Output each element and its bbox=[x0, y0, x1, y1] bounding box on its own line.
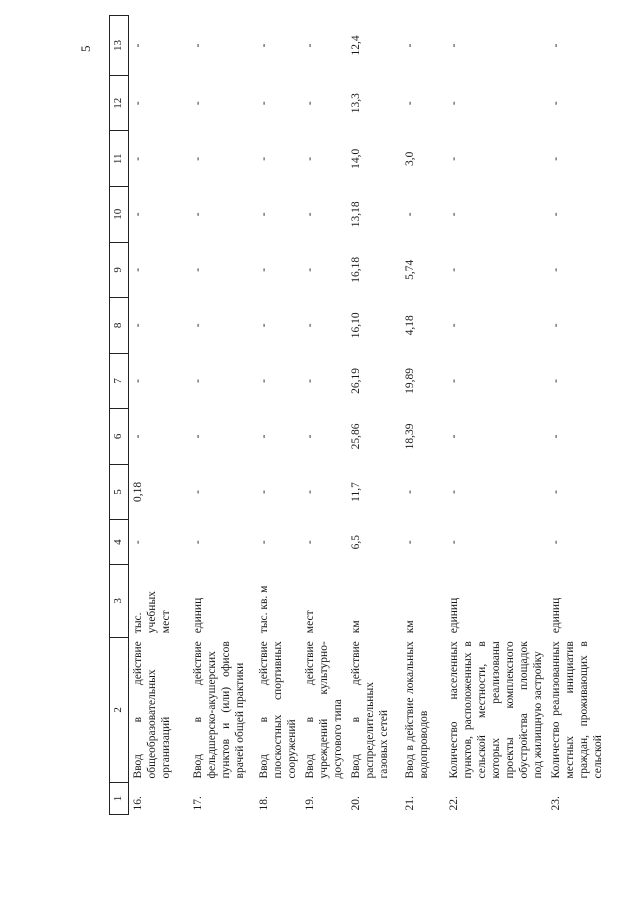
column-header-3: 3 bbox=[110, 565, 129, 638]
unit-of-measure: км bbox=[349, 620, 362, 634]
column-header-1: 1 bbox=[110, 782, 129, 814]
value-cell: - bbox=[191, 156, 204, 161]
value-cell: - bbox=[549, 43, 562, 48]
table-row bbox=[347, 16, 401, 815]
column-header-7: 7 bbox=[110, 353, 129, 409]
table-row bbox=[189, 16, 255, 815]
column-header-4: 4 bbox=[110, 520, 129, 565]
value-cell: - bbox=[447, 540, 460, 545]
value-cell: - bbox=[257, 43, 270, 48]
value-cell: 18,39 bbox=[403, 423, 416, 450]
value-cell: - bbox=[132, 43, 144, 48]
value-cell: 5,74 bbox=[403, 259, 416, 280]
indicator-name: Ввод в действие учреждений культурно-досугового типа bbox=[303, 641, 344, 779]
value-cell: - bbox=[257, 156, 270, 161]
value-cell: - bbox=[447, 378, 460, 383]
value-cell: - bbox=[303, 267, 316, 272]
value-cell: - bbox=[191, 212, 204, 217]
value-cell: - bbox=[132, 323, 144, 328]
value-cell: - bbox=[132, 434, 144, 439]
value-cell: - bbox=[303, 434, 316, 439]
indicator-name: Количество населенных пунктов, расположенных в сельской местности, в которых реализованы проекты комплексного обустройства площадок под жилищную застройку bbox=[447, 641, 544, 779]
column-header-6: 6 bbox=[110, 409, 129, 465]
value-cell: - bbox=[191, 434, 204, 439]
value-cell: - bbox=[191, 43, 204, 48]
value-cell: 14,0 bbox=[349, 148, 362, 169]
value-cell: - bbox=[132, 267, 144, 272]
column-header-2: 2 bbox=[110, 637, 129, 782]
value-cell: - bbox=[303, 378, 316, 383]
value-cell: - bbox=[403, 43, 416, 48]
table-row bbox=[129, 16, 189, 815]
value-cell: - bbox=[447, 212, 460, 217]
value-cell: 11,7 bbox=[349, 482, 362, 502]
indicator-name: Ввод в действие локальных водопроводов bbox=[403, 641, 430, 779]
value-cell: - bbox=[549, 434, 562, 439]
value-cell: - bbox=[257, 267, 270, 272]
value-cell: - bbox=[303, 490, 316, 494]
value-cell: - bbox=[303, 156, 316, 161]
value-cell: - bbox=[549, 540, 562, 545]
row-number: 18. bbox=[257, 796, 270, 811]
value-cell: 13,3 bbox=[349, 93, 362, 114]
value-cell: 16,10 bbox=[349, 312, 362, 339]
value-cell: - bbox=[191, 378, 204, 383]
table-body bbox=[129, 16, 607, 815]
row-number: 23. bbox=[549, 796, 562, 811]
value-cell: - bbox=[303, 212, 316, 217]
value-cell: 3,0 bbox=[403, 151, 416, 166]
value-cell: - bbox=[257, 434, 270, 439]
column-header-5: 5 bbox=[110, 464, 129, 520]
value-cell: - bbox=[132, 378, 144, 383]
table-row bbox=[301, 16, 347, 815]
value-cell: - bbox=[191, 490, 204, 494]
rotated-table-container bbox=[109, 15, 639, 815]
value-cell: - bbox=[257, 101, 270, 106]
value-cell: 16,18 bbox=[349, 256, 362, 283]
column-header-12: 12 bbox=[110, 75, 129, 131]
value-cell: - bbox=[447, 156, 460, 161]
value-cell: - bbox=[549, 490, 562, 494]
row-number: 16. bbox=[132, 796, 144, 811]
column-header-9: 9 bbox=[110, 242, 129, 298]
value-cell: - bbox=[132, 156, 144, 161]
page-number: 5 bbox=[78, 45, 93, 52]
value-cell: - bbox=[447, 434, 460, 439]
value-cell: - bbox=[447, 101, 460, 106]
value-cell: - bbox=[549, 323, 562, 328]
value-cell: - bbox=[303, 540, 316, 545]
value-cell: - bbox=[303, 101, 316, 106]
indicator-name: Ввод в действие плоскостных спортивных сооружений bbox=[257, 641, 298, 779]
value-cell: 0,18 bbox=[132, 481, 144, 503]
value-cell: - bbox=[191, 101, 204, 106]
value-cell: - bbox=[132, 212, 144, 217]
value-cell: 6,5 bbox=[349, 534, 362, 550]
column-header-13: 13 bbox=[110, 16, 129, 76]
value-cell: 13,18 bbox=[349, 201, 362, 228]
indicator-name: Ввод в действие фельдшерско-акушерских пунктов и (или) офисов врачей общей практики bbox=[191, 641, 246, 779]
value-cell: - bbox=[257, 490, 270, 494]
table-row bbox=[401, 16, 445, 815]
value-cell: 19,89 bbox=[403, 367, 416, 394]
value-cell: - bbox=[549, 101, 562, 106]
value-cell: - bbox=[549, 378, 562, 383]
value-cell: - bbox=[447, 267, 460, 272]
value-cell: - bbox=[257, 540, 270, 545]
value-cell: 4,18 bbox=[403, 315, 416, 336]
indicator-name: Ввод в действие распределительных газовых сетей bbox=[349, 641, 390, 779]
value-cell: 25,86 bbox=[349, 423, 362, 450]
value-cell: - bbox=[303, 43, 316, 48]
unit-of-measure: тыс. учебных мест bbox=[132, 591, 173, 634]
value-cell: - bbox=[191, 323, 204, 328]
value-cell: - bbox=[447, 490, 460, 494]
value-cell: - bbox=[403, 212, 416, 217]
indicator-name: Ввод в действие общеобразовательных организаций bbox=[132, 641, 173, 779]
indicator-name: Количество реализованных местных инициатив граждан, проживающих в сельской bbox=[549, 641, 604, 779]
unit-of-measure: мест bbox=[303, 610, 316, 634]
row-number: 17. bbox=[191, 796, 204, 811]
value-cell: - bbox=[549, 156, 562, 161]
value-cell: - bbox=[191, 267, 204, 272]
value-cell: - bbox=[191, 540, 204, 545]
value-cell: - bbox=[447, 43, 460, 48]
value-cell: 12,4 bbox=[349, 35, 362, 56]
value-cell: - bbox=[403, 490, 416, 494]
value-cell: - bbox=[132, 101, 144, 106]
unit-of-measure: км bbox=[403, 620, 416, 634]
row-number: 22. bbox=[447, 796, 460, 811]
row-number: 21. bbox=[403, 796, 416, 811]
value-cell: - bbox=[549, 212, 562, 217]
table-row bbox=[547, 16, 607, 815]
column-header-10: 10 bbox=[110, 187, 129, 243]
row-number: 20. bbox=[349, 796, 362, 811]
value-cell: 26,19 bbox=[349, 367, 362, 394]
unit-of-measure: единиц bbox=[191, 597, 204, 634]
value-cell: - bbox=[403, 101, 416, 106]
value-cell: - bbox=[257, 378, 270, 383]
value-cell: - bbox=[403, 540, 416, 545]
column-header-8: 8 bbox=[110, 298, 129, 354]
unit-of-measure: единиц bbox=[447, 597, 460, 634]
row-number: 19. bbox=[303, 796, 316, 811]
unit-of-measure: единиц bbox=[549, 597, 562, 634]
value-cell: - bbox=[549, 267, 562, 272]
table-row bbox=[445, 16, 547, 815]
header-row bbox=[110, 16, 129, 815]
value-cell: - bbox=[257, 212, 270, 217]
value-cell: - bbox=[132, 540, 144, 545]
unit-of-measure: тыс. кв. м bbox=[257, 585, 270, 634]
value-cell: - bbox=[303, 323, 316, 328]
value-cell: - bbox=[257, 323, 270, 328]
column-header-11: 11 bbox=[110, 131, 129, 187]
value-cell: - bbox=[447, 323, 460, 328]
table-row bbox=[255, 16, 301, 815]
indicators-table bbox=[109, 15, 607, 815]
